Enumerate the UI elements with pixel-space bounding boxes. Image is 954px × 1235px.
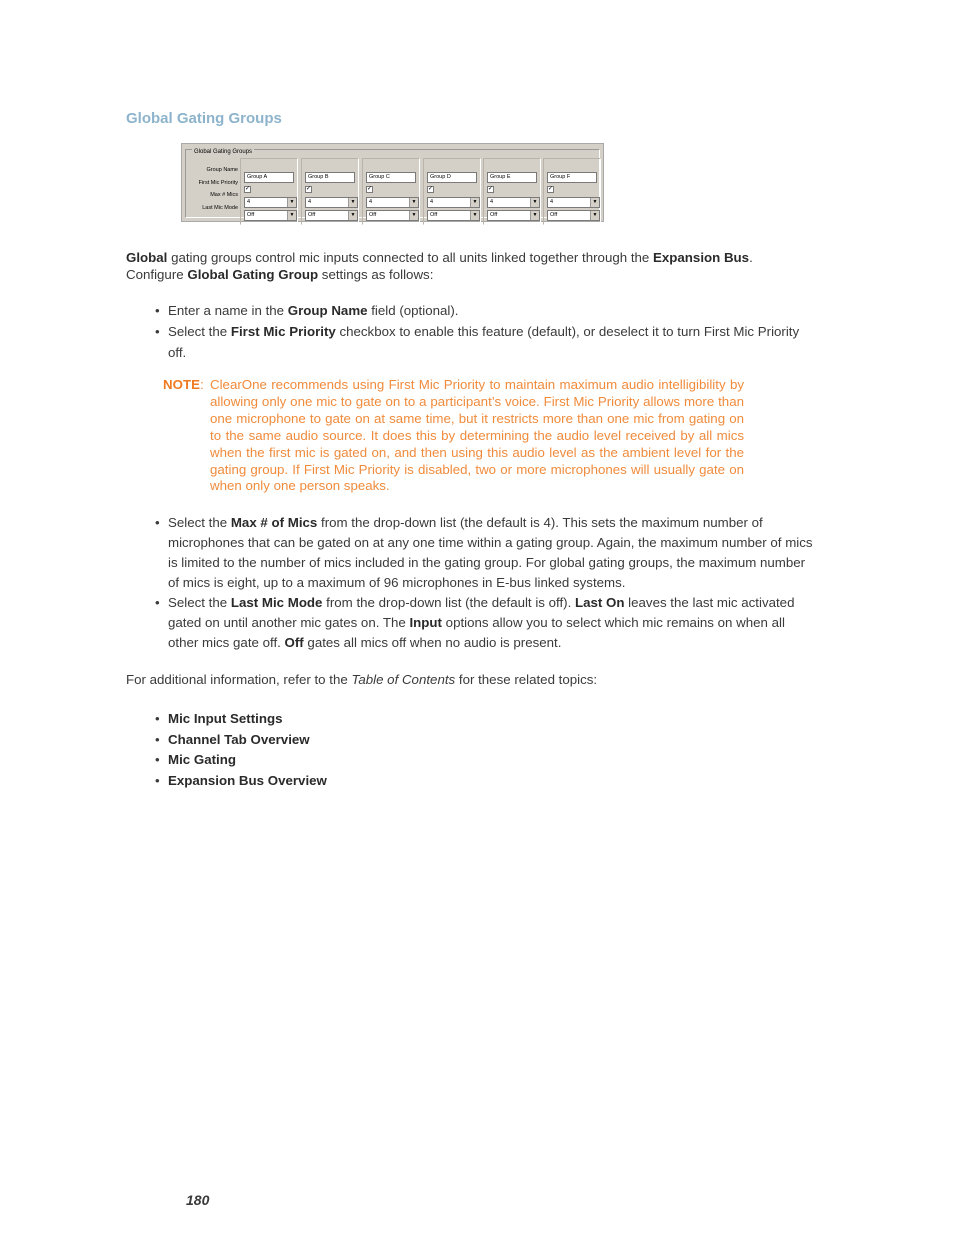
list-item-bold: Input — [409, 615, 442, 630]
group-column-b — [301, 158, 359, 225]
dropdown-arrow-icon[interactable]: ▼ — [530, 198, 539, 207]
last-mic-mode-value: Off — [247, 212, 255, 218]
intro-text: settings as follows: — [318, 267, 434, 282]
row-label-first-mic-priority: First Mic Priority — [198, 180, 238, 186]
group-name-field[interactable]: Group B — [305, 172, 355, 183]
bullet-icon: • — [155, 731, 160, 747]
note-text: ClearOne recommends using First Mic Priority to maintain maximum audio intelligibility by allowing only one mic to gate on to a participant’s voice. First Mic Priority allows more than one microphone to gate on at same time, but it restricts more than one mic from gating on to the same audio source. It does this by determining the audio level received by all mics when the first mic is gated on, and then using this audio level as the ambient level for the gating group. If First Mic Priority is disabled, two or more microphones will usually gate on when only one person speaks. — [210, 377, 744, 494]
related-topic-label[interactable]: Expansion Bus Overview — [168, 772, 327, 788]
last-mic-mode-value: Off — [550, 212, 558, 218]
list-item-text: from the drop-down list (the default is off). — [322, 595, 575, 610]
list-item-text: leaves the last mic activated gated on until another mic gates on. The — [168, 595, 795, 630]
last-mic-mode-value: Off — [430, 212, 438, 218]
last-mic-mode-select[interactable] — [366, 210, 419, 221]
note-callout — [163, 377, 744, 495]
related-topic-label[interactable]: Channel Tab Overview — [168, 731, 310, 747]
last-mic-mode-value: Off — [490, 212, 498, 218]
list-item-bold: Last On — [574, 595, 625, 610]
list-item — [155, 301, 820, 321]
list-item-bold: First Mic Priority — [230, 324, 336, 339]
dropdown-arrow-icon[interactable]: ▼ — [590, 198, 599, 207]
max-mics-value: 4 — [247, 199, 251, 205]
first-mic-priority-checkbox[interactable]: ✓ — [548, 186, 554, 192]
list-item-text: options allow you to select which mic remains on when all other mics gate off. — [168, 615, 785, 650]
dropdown-arrow-icon[interactable]: ▼ — [470, 211, 479, 220]
related-topic-label[interactable]: Mic Gating — [168, 752, 236, 767]
list-item-text: Select the — [168, 515, 231, 530]
bullet-icon: • — [155, 303, 160, 318]
intro-bold-global-gating-group: Global Gating Group — [187, 267, 319, 282]
last-mic-mode-value: Off — [308, 212, 316, 218]
list-item-text: checkbox to enable this feature (default), or deselect it to turn First Mic Priority off. — [168, 324, 800, 360]
first-mic-priority-checkbox[interactable]: ✓ — [306, 186, 312, 192]
row-label-last-mic-mode: Last Mic Mode — [202, 205, 238, 211]
last-mic-mode-select[interactable] — [487, 210, 540, 221]
list-item-bold: Max # of Mics — [230, 515, 318, 530]
related-topic-item[interactable] — [155, 750, 555, 771]
intro-bold-global: Global — [126, 250, 168, 265]
max-mics-value: 4 — [308, 199, 312, 205]
max-mics-value: 4 — [550, 199, 554, 205]
intro-text: Configure — [126, 267, 188, 282]
group-name-field[interactable]: Group E — [487, 172, 537, 183]
table-of-contents-ref: Table of Contents — [351, 672, 456, 687]
panel-legend: Global Gating Groups — [194, 149, 253, 155]
dropdown-arrow-icon[interactable]: ▼ — [348, 211, 357, 220]
settings-bullet-list — [155, 301, 820, 363]
max-mics-select[interactable] — [305, 197, 358, 208]
first-mic-priority-checkbox[interactable]: ✓ — [428, 186, 434, 192]
last-mic-mode-select[interactable] — [244, 210, 297, 221]
last-mic-mode-value: Off — [369, 212, 377, 218]
row-label-max-mics: Max # Mics — [210, 192, 238, 198]
group-column-e — [483, 158, 541, 225]
list-item — [155, 321, 820, 363]
max-mics-select[interactable] — [366, 197, 419, 208]
list-item — [155, 513, 817, 593]
group-column-a — [240, 158, 298, 225]
max-mics-select[interactable] — [427, 197, 480, 208]
first-mic-priority-checkbox[interactable]: ✓ — [245, 186, 251, 192]
note-label: NOTE — [163, 377, 200, 392]
settings-bullet-list-2 — [155, 513, 817, 653]
list-item-text: from the drop-down list (the default is 4). This sets the maximum number of microphones that can be gated on at any one time within a gating group. Again, the maximum number of mics is limited to the number of mics included in the gating group. For global gating groups, the maximum number of mics is eight, up to a maximum of 96 microphones in E-bus linked systems. — [168, 515, 813, 590]
last-mic-mode-select[interactable] — [427, 210, 480, 221]
max-mics-select[interactable] — [244, 197, 297, 208]
bullet-icon: • — [155, 595, 160, 610]
bullet-icon: • — [155, 515, 160, 530]
related-topic-item[interactable] — [155, 730, 555, 751]
intro-text: gating groups control mic inputs connected to all units linked together through the — [167, 250, 654, 265]
section-title: Global Gating Groups — [126, 110, 282, 127]
dropdown-arrow-icon[interactable]: ▼ — [470, 198, 479, 207]
related-topics-list — [155, 709, 555, 791]
additional-text: For additional information, refer to the — [126, 672, 352, 687]
list-item-text: Enter a name in the — [168, 303, 288, 318]
max-mics-value: 4 — [430, 199, 434, 205]
additional-info-paragraph — [126, 671, 826, 688]
additional-text: for these related topics: — [455, 672, 598, 687]
max-mics-value: 4 — [490, 199, 494, 205]
list-item-text: field (optional). — [367, 303, 459, 318]
dropdown-arrow-icon[interactable]: ▼ — [530, 211, 539, 220]
dropdown-arrow-icon[interactable]: ▼ — [287, 211, 296, 220]
list-item-text: Select the — [168, 595, 231, 610]
list-item-bold: Last Mic Mode — [230, 595, 323, 610]
last-mic-mode-select[interactable] — [547, 210, 600, 221]
row-label-group-name: Group Name — [206, 167, 238, 173]
group-name-field[interactable]: Group C — [366, 172, 416, 183]
dropdown-arrow-icon[interactable]: ▼ — [409, 198, 418, 207]
list-item-bold: Off — [284, 635, 304, 650]
first-mic-priority-checkbox[interactable]: ✓ — [367, 186, 373, 192]
intro-bold-expansion-bus: Expansion Bus — [653, 250, 750, 265]
group-column-d — [423, 158, 481, 225]
group-name-field[interactable]: Group D — [427, 172, 477, 183]
dropdown-arrow-icon[interactable]: ▼ — [590, 211, 599, 220]
max-mics-select[interactable] — [547, 197, 600, 208]
related-topic-item[interactable] — [155, 771, 555, 792]
group-name-field[interactable]: Group A — [244, 172, 294, 183]
last-mic-mode-select[interactable] — [305, 210, 358, 221]
group-column-c — [362, 158, 420, 225]
max-mics-select[interactable] — [487, 197, 540, 208]
group-column-f — [543, 158, 601, 225]
max-mics-value: 4 — [369, 199, 373, 205]
related-topic-item[interactable] — [155, 709, 555, 730]
bullet-icon: • — [155, 752, 160, 767]
dropdown-arrow-icon[interactable]: ▼ — [348, 198, 357, 207]
global-gating-groups-panel — [181, 143, 604, 222]
dropdown-arrow-icon[interactable]: ▼ — [287, 198, 296, 207]
dropdown-arrow-icon[interactable]: ▼ — [409, 211, 418, 220]
bullet-icon: • — [155, 324, 160, 339]
intro-paragraph — [126, 249, 826, 283]
page-number: 180 — [186, 1192, 210, 1208]
list-item-bold: Group Name — [287, 303, 368, 318]
list-item-text: Select the — [168, 324, 231, 339]
list-item — [155, 593, 817, 653]
panel-groupbox — [185, 149, 600, 218]
list-item-text: gates all mics off when no audio is present. — [303, 635, 562, 650]
related-topic-label[interactable]: Mic Input Settings — [168, 711, 283, 726]
group-name-field[interactable]: Group F — [547, 172, 597, 183]
bullet-icon: • — [155, 772, 160, 788]
bullet-icon: • — [155, 711, 160, 726]
note-separator: : — [199, 377, 204, 392]
first-mic-priority-checkbox[interactable]: ✓ — [488, 186, 494, 192]
intro-text: . — [749, 250, 753, 265]
